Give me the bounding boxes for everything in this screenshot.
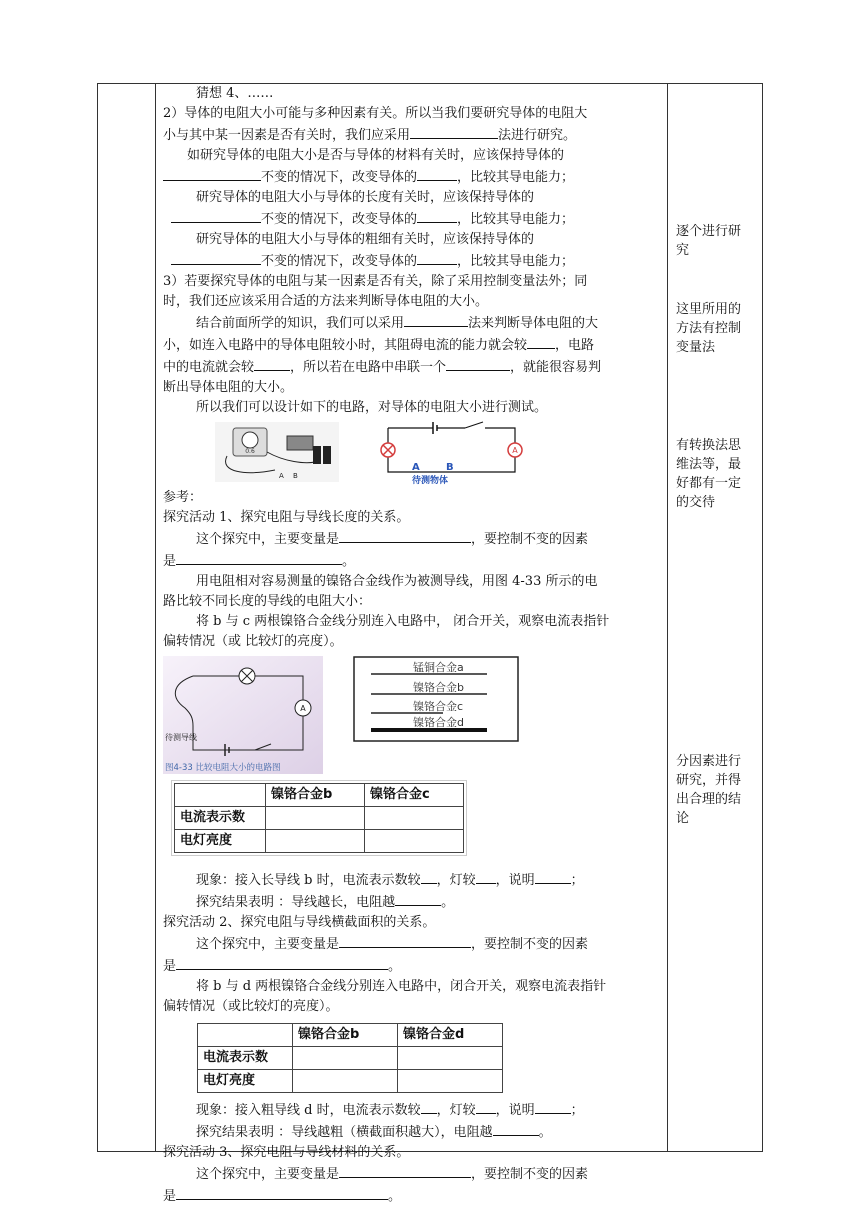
figure-4-33 (163, 656, 323, 774)
text-line: 猜想 4、…… (196, 86, 274, 101)
row-label: 电流表示数 (198, 1047, 293, 1070)
table-2-wrapper (197, 1023, 663, 1093)
text-line: 时，我们还应该采用合适的方法来判断导体电阻的大小。 (163, 294, 489, 309)
fill-blank[interactable] (163, 166, 261, 181)
terminal-a-label: A (412, 462, 420, 473)
text-line: 是 。 (163, 1185, 663, 1207)
text-line: 将 b 与 c 两根镍铬合金线分别连入电路中， 闭合开关，观察电流表指针 (196, 614, 610, 629)
fill-blank[interactable] (339, 1163, 471, 1178)
main-content (163, 84, 663, 1207)
wire-label: 镍铬合金b (413, 681, 464, 694)
text-line: 这个探究中，主要变量是 ，要控制不变的因素 (163, 933, 663, 955)
text-line: 现象：接入长导线 b 时，电流表示数较 ，灯较 ，说明 ； (163, 869, 663, 891)
text-line: 2）导体的电阻大小可能与多种因素有关。所以当我们要研究导体的电阻大 (163, 106, 588, 121)
text-line: 不变的情况下，改变导体的 ，比较其导电能力； (163, 208, 663, 230)
fill-blank[interactable] (493, 1121, 539, 1136)
table-cell[interactable] (293, 1047, 398, 1070)
fill-blank[interactable] (176, 955, 388, 970)
activity-title: 探究活动 3、探究电阻与导线材料的关系。 (163, 1145, 410, 1160)
fill-blank[interactable] (395, 891, 441, 906)
text-line: 是 。 (163, 550, 663, 572)
text-line: 结合前面所学的知识，我们可以采用 法来判断导体电阻的大 (163, 312, 663, 334)
test-wire-label: 待测导线 (165, 733, 197, 742)
table-row (198, 1070, 503, 1093)
table-header: 镍铬合金b (293, 1024, 398, 1047)
fill-blank[interactable] (254, 356, 290, 371)
fill-blank[interactable] (421, 1099, 437, 1114)
table-header-row (175, 784, 464, 807)
fill-blank[interactable] (417, 166, 457, 181)
row-label: 电流表示数 (175, 807, 266, 830)
row-label: 电灯亮度 (175, 830, 266, 853)
column-divider (667, 83, 668, 1152)
side-note-1: 逐个进行研 究 (676, 224, 742, 258)
table-cell[interactable] (365, 830, 464, 853)
text-line: 参考： (163, 490, 203, 505)
wire-label: 镍铬合金c (413, 700, 464, 713)
fill-blank[interactable] (176, 1185, 388, 1200)
table-row (198, 1047, 503, 1070)
table-cell[interactable] (293, 1070, 398, 1093)
text-line: 用电阻相对容易测量的镍铬合金线作为被测导线，用图 4-33 所示的电 (196, 574, 598, 589)
fill-blank[interactable] (535, 869, 571, 884)
row-label: 电灯亮度 (198, 1070, 293, 1093)
figure-caption: 图4-33 比较电阻大小的电路图 (165, 763, 281, 773)
side-note-4: 分因素进行 研究，并得 出合理的结 论 (676, 754, 742, 826)
table-header: 镍铬合金b (266, 784, 365, 807)
text-line: 断出导体电阻的大小。 (163, 380, 294, 395)
text-line: 如研究导体的电阻大小是否与导体的材料有关时，应该保持导体的 (187, 148, 565, 163)
fill-blank[interactable] (446, 356, 510, 371)
fill-blank[interactable] (535, 1099, 571, 1114)
table-cell[interactable] (365, 807, 464, 830)
table-row (175, 830, 464, 853)
test-circuit-diagram (375, 420, 525, 486)
table-cell (175, 784, 266, 807)
wire-label: 镍铬合金d (413, 716, 464, 729)
text-line: 不变的情况下，改变导体的 ，比较其导电能力； (163, 166, 663, 188)
fill-blank[interactable] (417, 208, 457, 223)
terminal-b-label: B (446, 462, 454, 473)
table-cell[interactable] (266, 830, 365, 853)
test-object-caption: 待测物体 (412, 476, 449, 486)
alloy-wires-figure (353, 656, 519, 742)
fill-blank[interactable] (421, 869, 437, 884)
side-note-3: 有转换法思 维法等，最 好都有一定 的交待 (676, 438, 742, 510)
text-line: 将 b 与 d 两根镍铬合金线分别连入电路中，闭合开关，观察电流表指针 (196, 979, 607, 994)
circuit-figures (163, 418, 663, 488)
text-line: 探究结果表明 ：导线越粗（横截面积越大），电阻越 。 (163, 1121, 663, 1143)
fill-blank[interactable] (417, 250, 457, 265)
fill-blank[interactable] (176, 550, 342, 565)
table-cell[interactable] (398, 1047, 503, 1070)
fill-blank[interactable] (476, 1099, 496, 1114)
ammeter-label: A (300, 704, 306, 713)
ammeter-label: A (512, 446, 518, 455)
fill-blank[interactable] (339, 933, 471, 948)
fill-blank[interactable] (527, 334, 555, 349)
fill-blank[interactable] (410, 124, 498, 139)
text-line: 3）若要探究导体的电阻与某一因素是否有关，除了采用控制变量法外；同 (163, 274, 588, 289)
text-line: 是 。 (163, 955, 663, 977)
result-table-1 (174, 783, 464, 853)
fill-blank[interactable] (171, 250, 261, 265)
fill-blank[interactable] (476, 869, 496, 884)
table-cell (198, 1024, 293, 1047)
figure-4-33-row (163, 652, 663, 776)
text-line: 中的电流就会较 ，所以若在电路中串联一个 ，就能很容易判 (163, 356, 663, 378)
wire-label: 锰铜合金a (413, 661, 464, 674)
text-line: 路比较不同长度的导线的电阻大小： (163, 594, 372, 609)
column-divider (155, 83, 156, 1152)
result-table-2 (197, 1023, 503, 1093)
table-header: 镍铬合金d (398, 1024, 503, 1047)
text-line: 小与其中某一因素是否有关时，我们应采用 法进行研究。 (163, 124, 663, 146)
text-line: 偏转情况（或比较灯的亮度）。 (163, 999, 339, 1014)
fill-blank[interactable] (404, 312, 468, 327)
text-line: 不变的情况下，改变导体的 ，比较其导电能力； (163, 250, 663, 272)
text-line: 这个探究中，主要变量是 ，要控制不变的因素 (163, 1163, 663, 1185)
text-line: 所以我们可以设计如下的电路，对导体的电阻大小进行测试。 (196, 400, 548, 415)
photo-label-b: B (293, 472, 298, 480)
activity-title: 探究活动 2、探究电阻与导线横截面积的关系。 (163, 915, 436, 930)
text-line: 研究导体的电阻大小与导体的粗细有关时，应该保持导体的 (196, 232, 535, 247)
meter-scale: 0.6 (245, 448, 255, 455)
table-cell[interactable] (398, 1070, 503, 1093)
fill-blank[interactable] (171, 208, 261, 223)
table-header-row (198, 1024, 503, 1047)
text-line: 小，如连入电路中的导体电阻较小时，其阻碍电流的能力就会较 ，电路 (163, 334, 663, 356)
activity-title: 探究活动 1、探究电阻与导线长度的关系。 (163, 510, 410, 525)
text-line: 探究结果表明 ：导线越长，电阻越 。 (163, 891, 663, 913)
text-line: 这个探究中，主要变量是 ，要控制不变的因素 (163, 528, 663, 550)
apparatus-photo (215, 422, 339, 482)
table-row (175, 807, 464, 830)
text-line: 现象：接入粗导线 d 时，电流表示数较 ，灯较 ，说明 ； (163, 1099, 663, 1121)
text-line: 偏转情况（或 比较灯的亮度）。 (163, 634, 343, 649)
table-1-wrapper (171, 780, 467, 856)
table-cell[interactable] (266, 807, 365, 830)
table-header: 镍铬合金c (365, 784, 464, 807)
photo-label-a: A (279, 472, 284, 480)
fill-blank[interactable] (339, 528, 471, 543)
text-line: 研究导体的电阻大小与导体的长度有关时，应该保持导体的 (196, 190, 535, 205)
side-note-2: 这里所用的 方法有控制 变量法 (676, 302, 742, 355)
